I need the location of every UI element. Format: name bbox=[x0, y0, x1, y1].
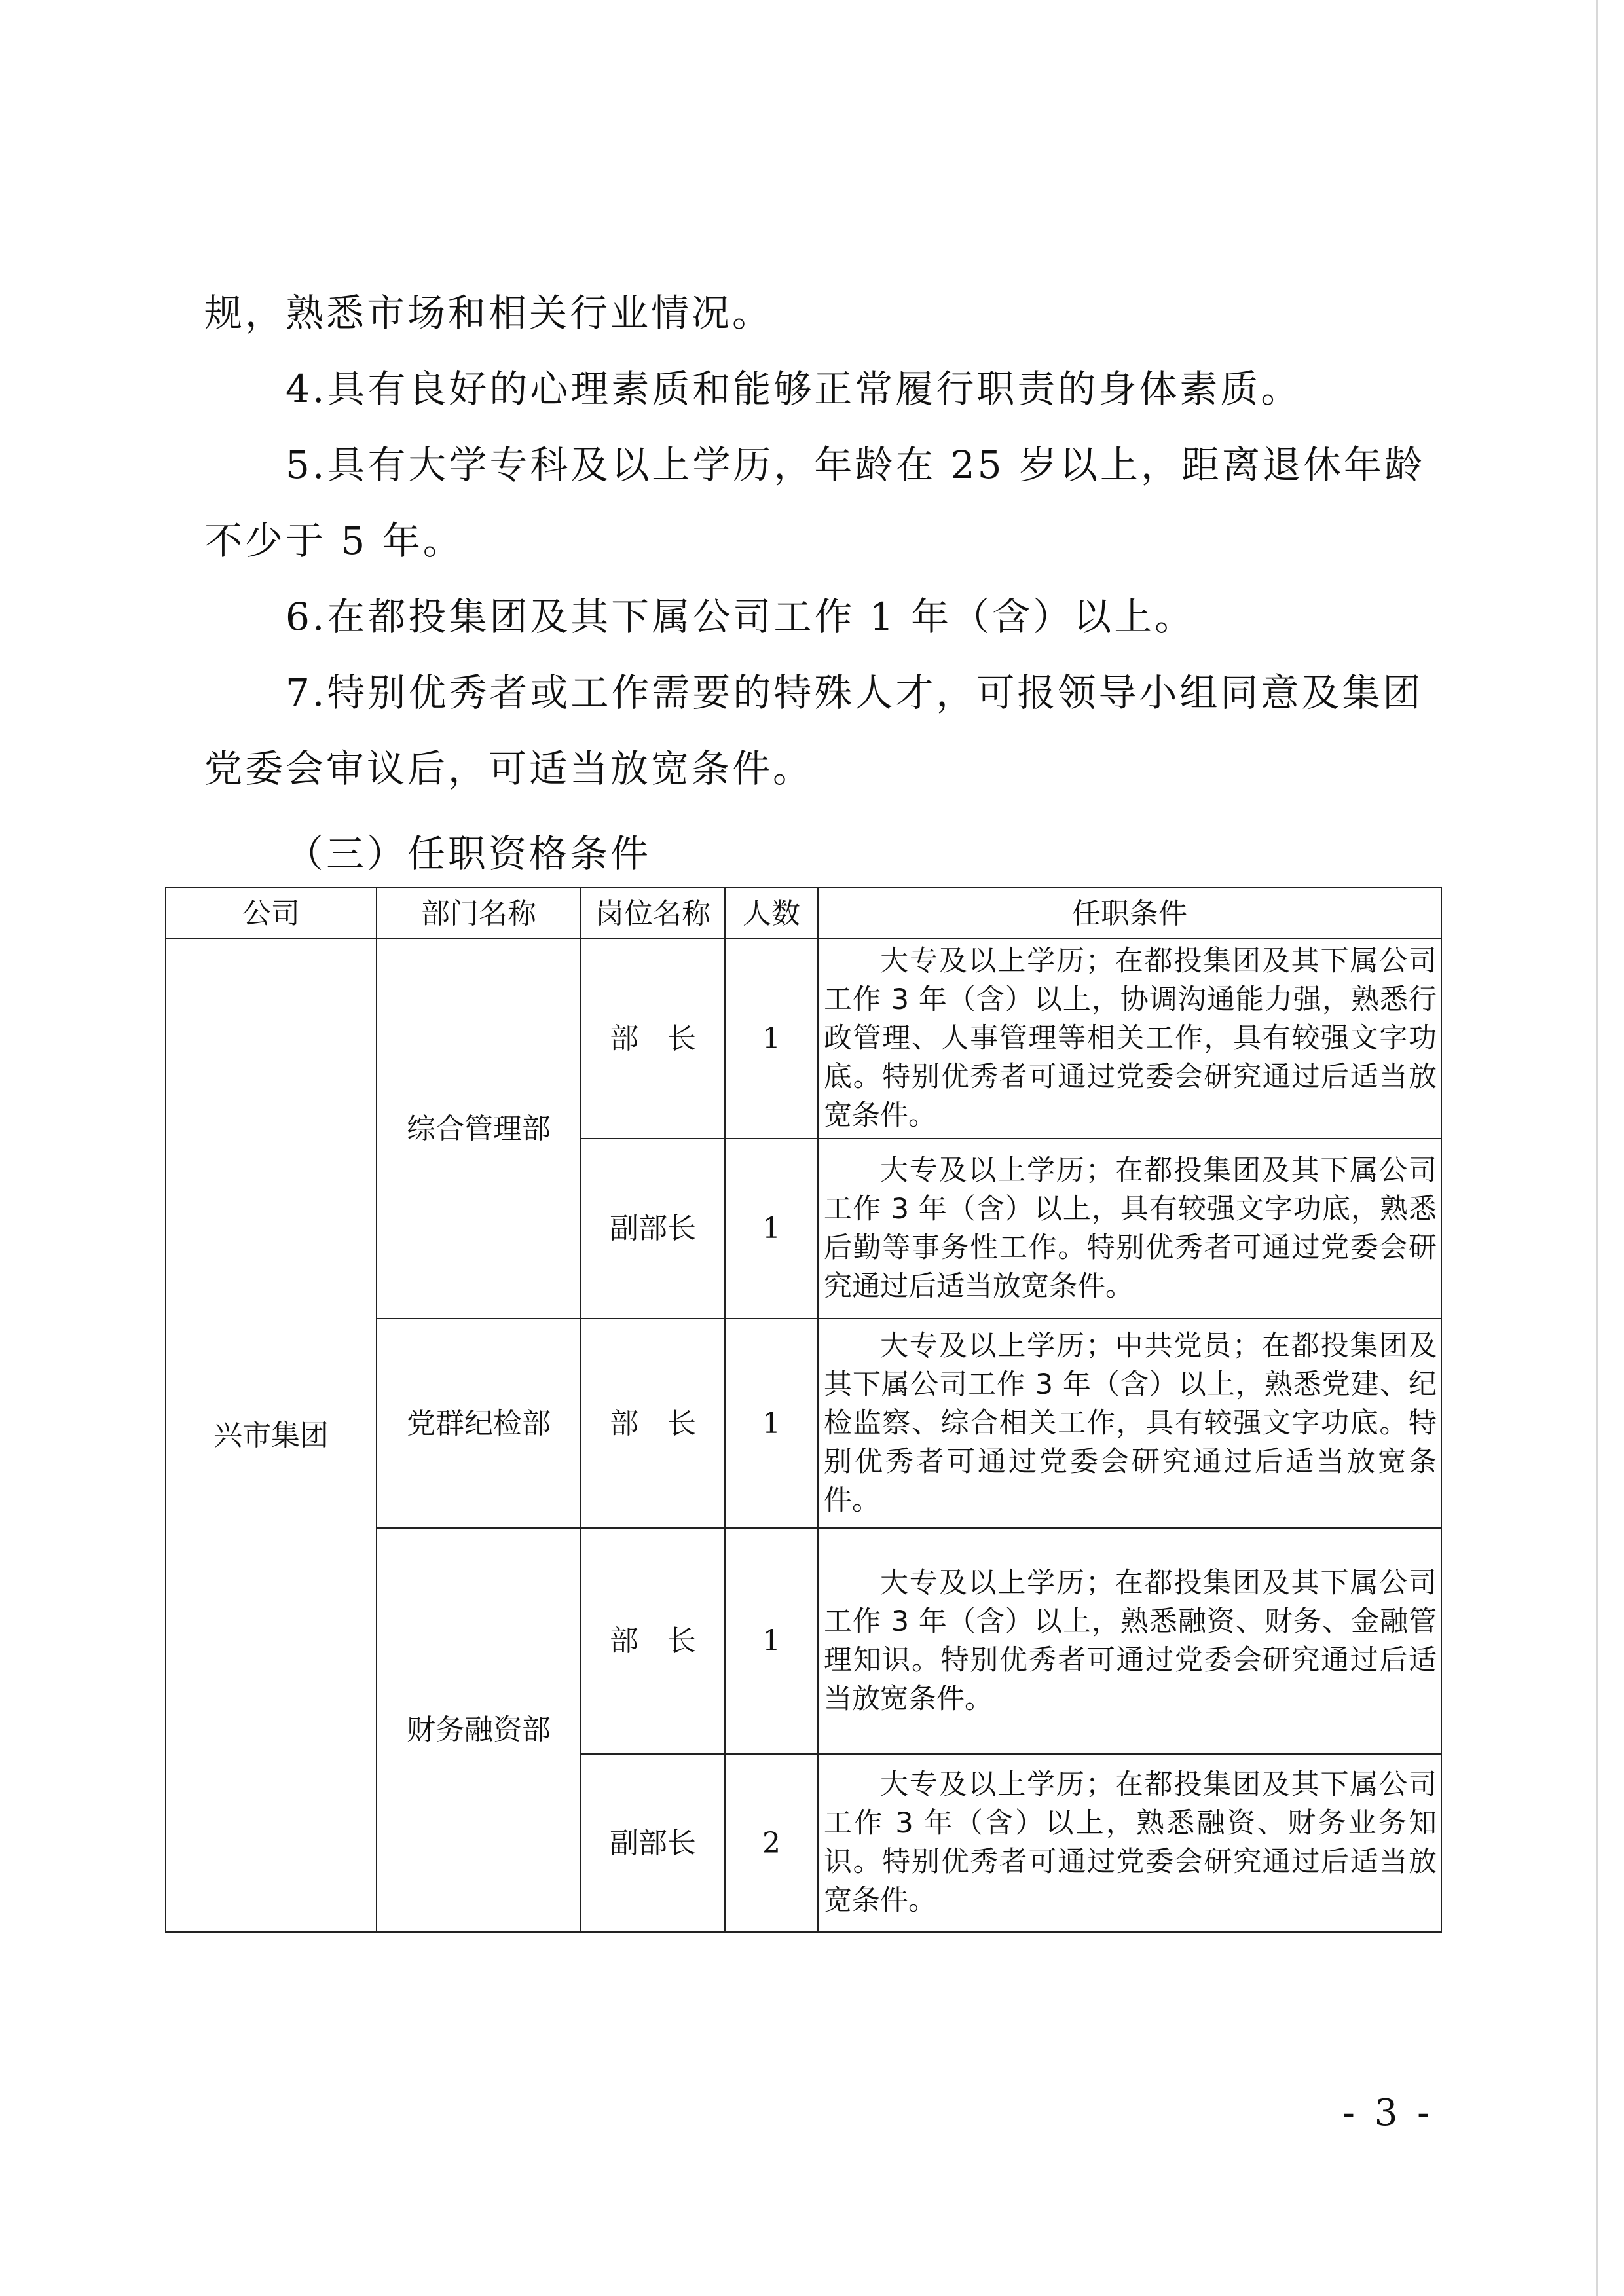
department-cell: 财务融资部 bbox=[377, 1528, 581, 1932]
conditions-cell bbox=[818, 1754, 1441, 1932]
conditions-cell bbox=[818, 1139, 1441, 1319]
conditions-text: 大专及以上学历；中共党员；在都投集团及其下属公司工作 3 年（含）以上，熟悉党建、纪检监察、综合相关工作，具有较强文字功底。特别优秀者可通过党委会研究通过后适当放宽条件。 bbox=[824, 1329, 1437, 1517]
conditions-text: 大专及以上学历；在都投集团及其下属公司工作 3 年（含）以上，熟悉融资、财务业务知识。特别优秀者可通过党委会研究通过后适当放宽条件。 bbox=[824, 1768, 1437, 1917]
conditions-cell bbox=[818, 939, 1441, 1139]
position-cell: 部 长 bbox=[581, 939, 725, 1139]
position-cell: 部 长 bbox=[581, 1319, 725, 1528]
paragraph-item-6: 6.在都投集团及其下属公司工作 1 年（含）以上。 bbox=[286, 594, 1196, 639]
position-cell: 副部长 bbox=[581, 1139, 725, 1319]
count-cell: 1 bbox=[725, 939, 818, 1139]
header-count: 人数 bbox=[725, 888, 818, 939]
paragraph-item-4: 4.具有良好的心理素质和能够正常履行职责的身体素质。 bbox=[286, 367, 1302, 411]
page-edge bbox=[1596, 0, 1598, 2296]
company-cell: 兴市集团 bbox=[166, 939, 377, 1932]
header-department: 部门名称 bbox=[377, 888, 581, 939]
conditions-cell bbox=[818, 1319, 1441, 1528]
paragraph-item-5: 5.具有大学专科及以上学历，年龄在 25 岁以上，距离退休年龄不少于 5 年。 bbox=[204, 443, 1426, 563]
paragraph-item-7: 7.特别优秀者或工作需要的特殊人才，可报领导小组同意及集团党委会审议后，可适当放宽条件。 bbox=[204, 670, 1424, 791]
department-cell: 综合管理部 bbox=[377, 939, 581, 1319]
conditions-cell bbox=[818, 1528, 1441, 1754]
conditions-text: 大专及以上学历；在都投集团及其下属公司工作 3 年（含）以上，具有较强文字功底，熟悉后勤等事务性工作。特别优秀者可通过党委会研究通过后适当放宽条件。 bbox=[824, 1154, 1437, 1303]
position-cell: 部 长 bbox=[581, 1528, 725, 1754]
count-cell: 1 bbox=[725, 1319, 818, 1528]
section-title: （三）任职资格条件 bbox=[286, 831, 652, 876]
paragraph-continuation: 规，熟悉市场和相关行业情况。 bbox=[204, 291, 773, 335]
conditions-text: 大专及以上学历；在都投集团及其下属公司工作 3 年（含）以上，协调沟通能力强，熟悉行政管理、人事管理等相关工作，具有较强文字功底。特别优秀者可通过党委会研究通过后适当放宽条件。 bbox=[824, 945, 1437, 1132]
qualification-table bbox=[165, 887, 1442, 1933]
count-cell: 1 bbox=[725, 1528, 818, 1754]
department-cell: 党群纪检部 bbox=[377, 1319, 581, 1528]
position-cell: 副部长 bbox=[581, 1754, 725, 1932]
count-cell: 2 bbox=[725, 1754, 818, 1932]
header-company: 公司 bbox=[166, 888, 377, 939]
table-row bbox=[166, 939, 1441, 1139]
count-cell: 1 bbox=[725, 1139, 818, 1319]
body-text bbox=[204, 275, 1429, 807]
table-header-row bbox=[166, 888, 1441, 939]
page-number: - 3 - bbox=[1342, 2092, 1434, 2134]
conditions-text: 大专及以上学历；在都投集团及其下属公司工作 3 年（含）以上，熟悉融资、财务、金融管理知识。特别优秀者可通过党委会研究通过后适当放宽条件。 bbox=[824, 1566, 1437, 1715]
header-position: 岗位名称 bbox=[581, 888, 725, 939]
header-conditions: 任职条件 bbox=[818, 888, 1441, 939]
